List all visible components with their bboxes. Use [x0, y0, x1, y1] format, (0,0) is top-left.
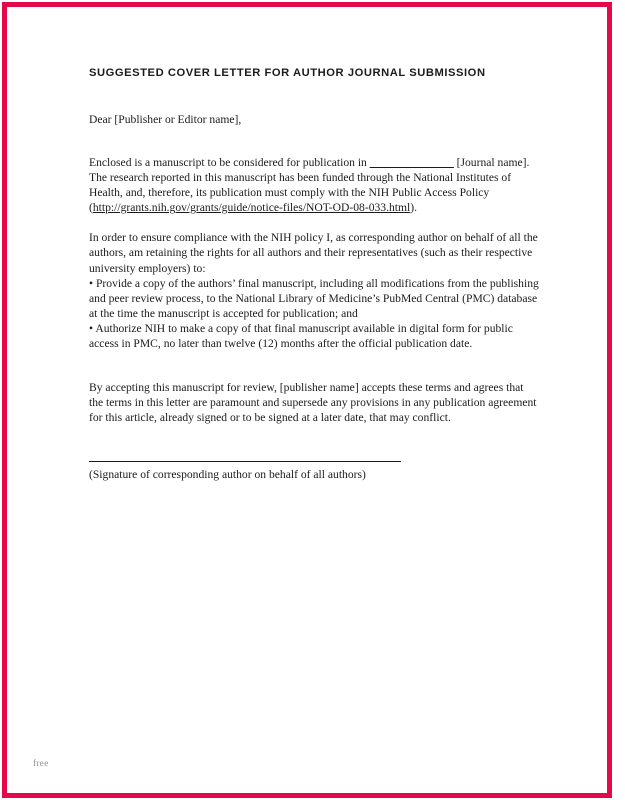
paragraph-acceptance-terms: By accepting this manuscript for review, [publisher name] accepts these terms and agrees that the terms in this letter are paramount and supersede any provisions in any publication agreement for this article, already signed or to be signed at a later date, that may conflict. — [89, 381, 537, 425]
paragraph-compliance-rights: In order to ensure compliance with the NIH policy I, as corresponding author on behalf of all the authors, am retaining the rights for all authors and their representatives (such as their respective university employers) to: — [89, 231, 538, 275]
paragraph-1-before-blank: Enclosed is a manuscript to be considered for publication in — [89, 156, 370, 169]
signature-block — [89, 425, 539, 482]
footer-watermark: free — [33, 758, 49, 768]
page-title: SUGGESTED COVER LETTER FOR AUTHOR JOURNAL SUBMISSION — [89, 67, 486, 79]
signature-caption: (Signature of corresponding author on behalf of all authors) — [89, 468, 366, 482]
salutation-line: Dear [Publisher or Editor name], — [89, 113, 242, 126]
list-item: • Authorize NIH to make a copy of that final manuscript available in digital form for public access in PMC, no later than twelve (12) months after the official publication date. — [89, 321, 513, 351]
paragraph-enclosed-manuscript — [89, 127, 539, 215]
journal-name-blank: _______________ — [369, 156, 454, 169]
paragraph-1-after-blank: [Journal name]. The research reported in this manuscript has been funded through the National Institutes of Health, and, therefore, its publication must comply with the NIH Public Access Policy ( — [89, 156, 530, 215]
list-item: • Provide a copy of the authors’ final manuscript, including all modifications from the publishing and peer review process, to the National Library of Medicine’s PubMed Central (PMC) database at the time the manuscript is accepted for publication; and — [89, 276, 539, 320]
rights-bullet-list — [89, 276, 539, 351]
document-body — [89, 66, 539, 482]
nih-policy-link[interactable]: http://grants.nih.gov/grants/guide/notice-files/NOT-OD-08-033.html — [92, 201, 411, 215]
paragraph-1-tail: ). — [410, 201, 418, 215]
